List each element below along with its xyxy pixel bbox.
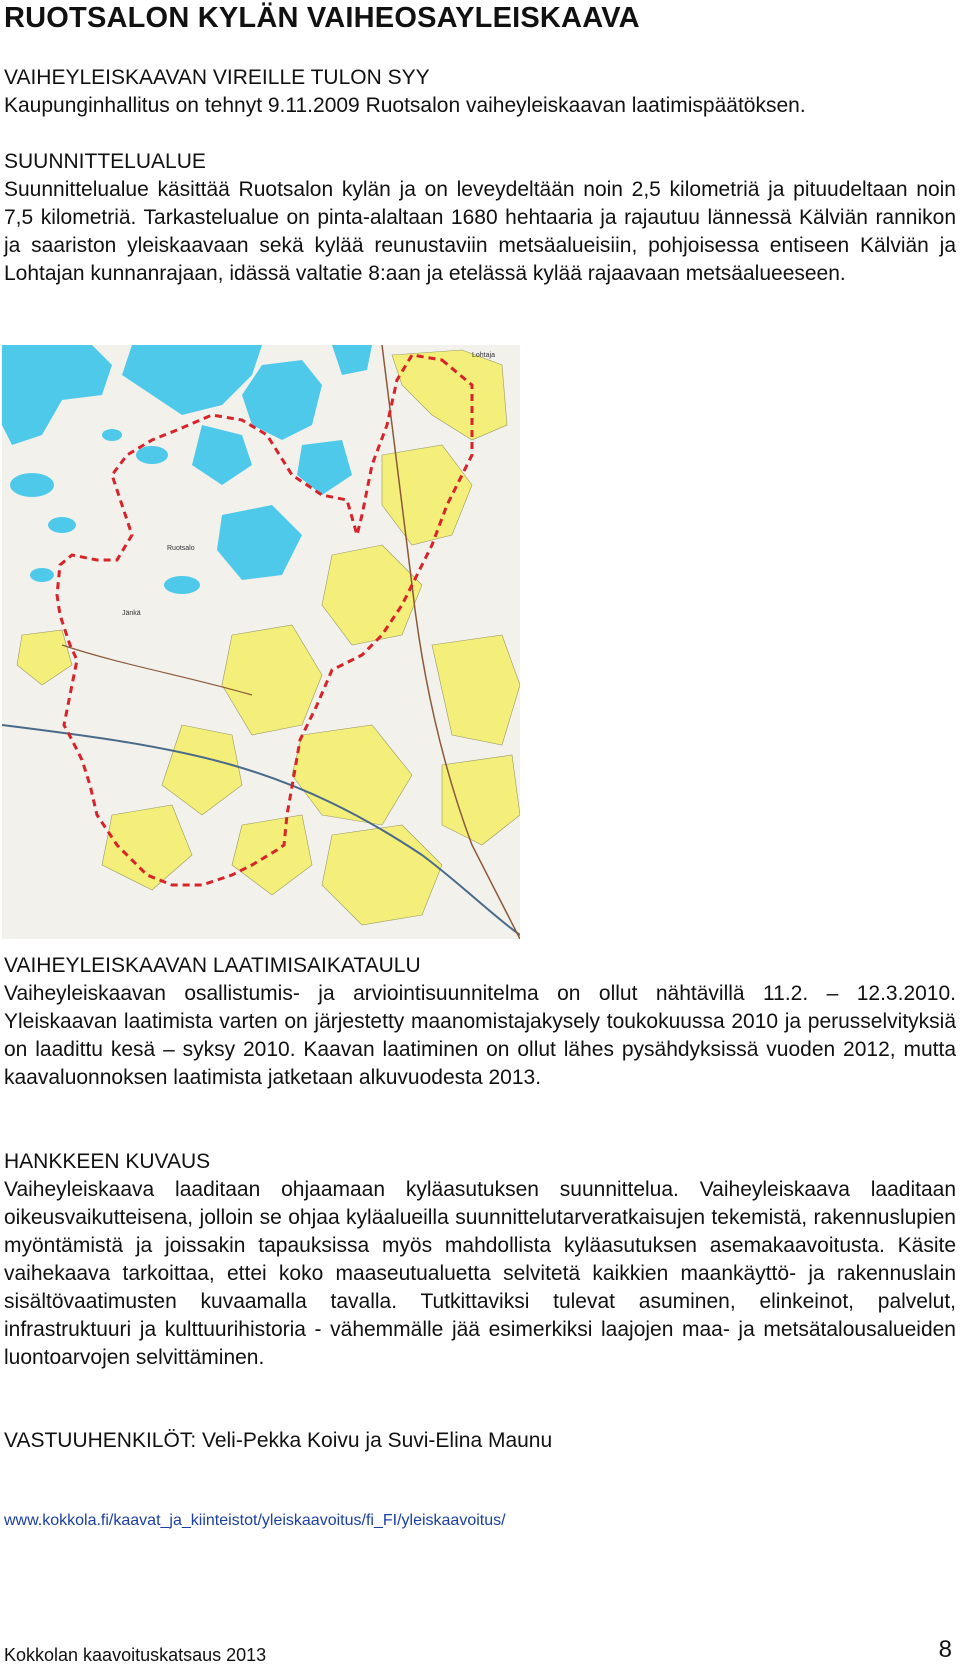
map-label: Lohtaja — [472, 352, 495, 359]
section-body: Vaiheyleiskaavan osallistumis- ja arviointisuunnitelma on ollut nähtävillä 11.2. – 12.3.2010. Yleiskaavan laatimista varten on järjestetty maanomistajakysely toukokuussa 2010 ja perusselvityksiä on laadittu kesä – syksy 2010. Kaavan laatiminen on ollut lähes pysähdyksissä vuoden 2012, mutta kaavaluonnoksen laatimista jatketaan alkuvuodesta 2013. — [4, 982, 956, 1089]
section-heading: HANKKEEN KUVAUS — [4, 1150, 211, 1173]
section-vireille — [4, 64, 956, 120]
section-vastuuhenkilot — [4, 1427, 956, 1455]
page-title: RUOTSALON KYLÄN VAIHEOSAYLEISKAAVA — [4, 2, 640, 34]
section-body: Suunnittelualue käsittää Ruotsalon kylän ja on leveydeltään noin 2,5 kilometriä ja pituudeltaan noin 7,5 kilometriä. Tarkastelualue on pinta-alaltaan 1680 hehtaaria ja rajautuu lännessä Kälviän rannikon ja saariston yleiskaavaan sekä kylää reunustaviin metsäalueisiin, pohjoisessa entiseen Kälviän ja Lohtajan kunnanrajaan, idässä valtatie 8:aan ja etelässä kylää rajaavaan metsäalueeseen. — [4, 178, 956, 285]
section-kuvaus — [4, 1148, 956, 1372]
map-label: Ruotsalo — [167, 545, 195, 552]
section-suunnittelualue — [4, 148, 956, 288]
page-number: 8 — [938, 1636, 952, 1663]
section-heading: VAIHEYLEISKAAVAN VIREILLE TULON SYY — [4, 66, 430, 89]
section-body: Vaiheyleiskaava laaditaan ohjaamaan kyläasutuksen suunnittelua. Vaiheyleiskaava laaditaan oikeusvaikutteisena, jolloin se ohjaa kyläalueilla suunnittelutarveratkaisujen tekemistä, rakennuslupien myöntämistä ja joissakin tapauksissa myös mahdollista kyläasutuksen asemakaavoitusta. Käsite vaihekaava tarkoittaa, ettei koko maaseutualuetta selvitetä kaikkien maankäyttö- ja rakennuslain sisältövaatimusten kuvaamalla tavalla. Tutkittaviksi tulevat asuminen, elinkeinot, palvelut, infrastruktuuri ja kulttuurihistoria - vähemmälle jää esimerkiksi laajojen maa- ja metsätalousalueiden luontoarvojen selvittäminen. — [4, 1178, 956, 1369]
section-body: Kaupunginhallitus on tehnyt 9.11.2009 Ruotsalon vaiheyleiskaavan laatimispäätöksen. — [4, 94, 806, 117]
responsible-persons: VASTUUHENKILÖT: Veli-Pekka Koivu ja Suvi-Elina Maunu — [4, 1429, 553, 1452]
section-aikataulu — [4, 952, 956, 1092]
website-link[interactable]: www.kokkola.fi/kaavat_ja_kiinteistot/yleiskaavoitus/fi_FI/yleiskaavoitus/ — [4, 1512, 506, 1529]
section-heading: VAIHEYLEISKAAVAN LAATIMISAIKATAULU — [4, 954, 421, 977]
planning-area-map — [2, 345, 520, 939]
section-heading: SUUNNITTELUALUE — [4, 150, 206, 173]
map-label: Jänkä — [122, 610, 141, 617]
footer-publication: Kokkolan kaavoituskatsaus 2013 — [4, 1645, 267, 1665]
